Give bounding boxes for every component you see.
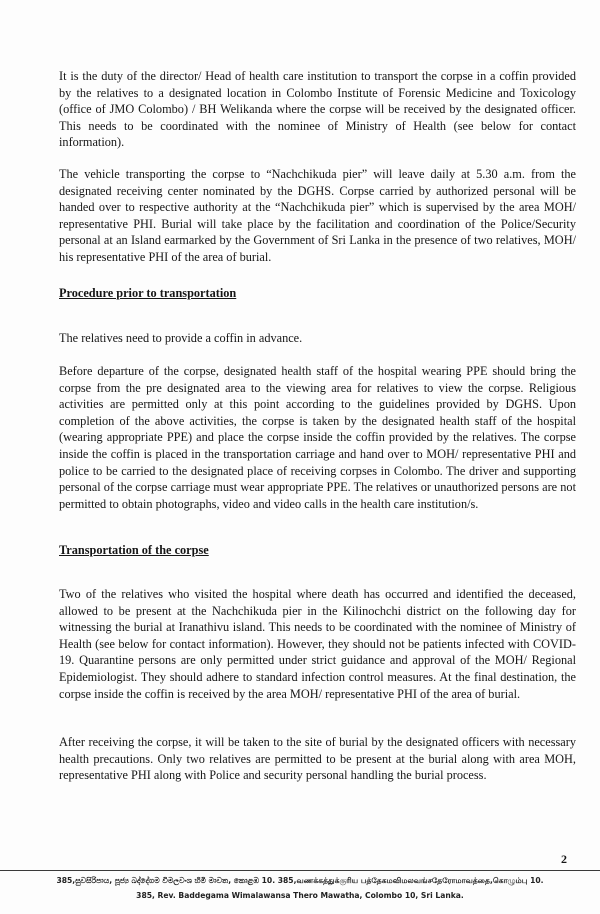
paragraph-relatives-pier: Two of the relatives who visited the hospital where death has occurred and identified the deceased, allowed to be present at the Nachchikuda pier in the Kilinochchi district on the following day for witnessing the burial at Iranathivu island. This needs to be coordinated with the nominee of Ministry of Health (see below for contact information). However, they should not be patients infected with COVID-19. Quarantine persons are only permitted under strict guidance and approval of the MOH/ Regional Epidemiologist. They should adhere to standard infection control measures. At the final destination, the corpse inside the coffin is received by the area MOH/ representative PHI of the area of burial. [59,587,576,701]
footer-divider [0,870,600,871]
page-number: 2 [561,852,567,866]
paragraph-vehicle-transport: The vehicle transporting the corpse to “Nachchikuda pier” will leave daily at 5.30 a.m. from the designated receiving center nominated by the DGHS. Corpse carried by authorized personal will be handed over to respective authority at the “Nachchikuda pier” which is supervised by the area MOH/ representative PHI. Burial will take place by the facilitation and coordination of the Police/Security personal at an Island earmarked by the Government of Sri Lanka in the presence of two relatives, MOH/ his representative PHI of the area of burial. [59,167,576,264]
footer-address-english: 385, Rev. Baddegama Wimalawansa Thero Mawatha, Colombo 10, Sri Lanka. [136,891,464,900]
paragraph-after-receiving: After receiving the corpse, it will be taken to the site of burial by the designated officers with necessary health precautions. Only two relatives are permitted to be present at the burial along with area MOH, representative PHI along with Police and security personal handling the burial process. [59,735,576,783]
footer-address-local: 385,සුවසිරිපාය, පූජ්‍ය බද්දේගම විමලවංශ හිමි මාවත, කොළඹ 10. 385,வணக்கத்துக்குரிய பத்தேகமவிமலவங்சதேரோமாவத்தை,கொழும்பு 10. [56,876,544,885]
paragraph-before-departure: Before departure of the corpse, designated health staff of the hospital wearing PPE should bring the corpse from the pre designated area to the viewing area for relatives to view the corpse. Religious activities are permitted only at this point according to the guidelines provided by DGHS. Upon completion of the above activities, the corpse is taken by the designated health staff of the hospital (wearing appropriate PPE) and place the corpse inside the coffin provided by the relatives. The corpse inside the coffin is placed in the transportation carriage and hand over to MOH/ representative PHI and police to be carried to the designated place of receiving corpses in Colombo. The driver and supporting personal of the corpse carriage must wear appropriate PPE. The relatives or unauthorized persons are not permitted to obtain photographs, video and video calls in the health care institution/s. [59,364,576,511]
paragraph-coffin-advance: The relatives need to provide a coffin in advance. [59,331,303,345]
paragraph-transport-duty: It is the duty of the director/ Head of health care institution to transport the corpse in a coffin provided by the relatives to a designated location in Colombo Institute of Forensic Medicine and Toxicology (office of JMO Colombo) / BH Welikanda where the corpse will be received by the designated officer. This needs to be coordinated with the nominee of Ministry of Health (see below for contact information). [59,69,576,150]
heading-procedure-prior: Procedure prior to transportation [59,286,237,300]
heading-transportation-corpse: Transportation of the corpse [59,543,209,557]
